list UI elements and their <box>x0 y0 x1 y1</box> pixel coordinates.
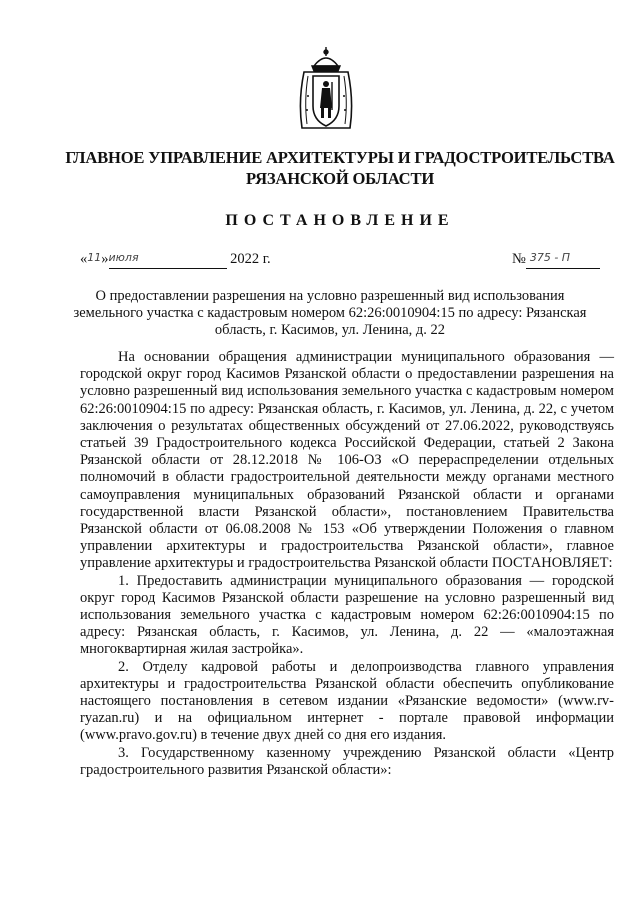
item-2-paragraph: 2. Отделу кадровой работы и делопроизводства главного управления архитектуры и градостроительства Рязанской области обеспечить опубликование настоящего постановления в сетевом издании «Рязанские ведомости» (www.rv-ryazan.ru) и на официальном интернет - портале правовой информации (www.pravo.gov.ru) в течение двух дней со дня его издания. <box>80 658 614 744</box>
document-title: ПОСТАНОВЛЕНИЕ <box>225 212 455 229</box>
number-handwritten: 375 - П <box>529 251 571 264</box>
document-subject: О предоставлении разрешения на условно разрешенный вид использования земельного участка с кадастровым номером 62:26:0010904:15 по адресу: Рязанская область, г. Касимов, ул. Ленина, д. 22 <box>73 288 587 338</box>
item-1-paragraph: 1. Предоставить администрации муниципального образования — городской округ город Касимов Рязанской области разрешение на условно разрешенный вид использования земельного участка с кадастровым номером 62:26:0010904:15 по адресу: Рязанская область, г. Касимов, ул. Ленина, д. 22 — «малоэтажная многоквартирная жилая застройка». <box>80 572 614 658</box>
date-close-quote: » <box>101 251 109 267</box>
date-day-handwritten: 11 <box>87 251 102 264</box>
crown-icon <box>312 47 340 71</box>
document-body <box>80 349 614 779</box>
document-date <box>80 251 271 269</box>
item-3-paragraph: 3. Государственному казенному учреждению Рязанской области «Центр градостроительного развития Рязанской области»: <box>80 744 614 778</box>
organization-name-line2: РЯЗАНСКОЙ ОБЛАСТИ <box>245 169 435 188</box>
date-year: 2022 г. <box>230 251 271 267</box>
coat-of-arms-emblem <box>296 46 356 138</box>
document-number <box>512 251 600 269</box>
organization-name-line1: ГЛАВНОЕ УПРАВЛЕНИЕ АРХИТЕКТУРЫ И ГРАДОСТРОИТЕЛЬСТВА <box>65 148 615 167</box>
date-open-quote: « <box>80 251 88 267</box>
date-month-handwritten: июля <box>108 251 139 264</box>
preamble-paragraph: На основании обращения администрации муниципального образования — городской округ город Касимов Рязанской области о предоставлении разрешения на условно разрешенный вид использования земельного участка с кадастровым номером 62:26:0010904:15 по адресу: Рязанская область, г. Касимов, ул. Ленина, д. 22, с учетом заключения о результатах общественных обсуждений от 27.06.2022, руководствуясь статьей 39 Градостроительного кодекса Российской Федерации, статьей 2 Закона Рязанской области от 28.12.2018 № 106-ОЗ «О перераспределении отдельных полномочий в области градостроительной деятельности между органами местного самоуправления муниципальных образований Рязанской области и органами государственной власти Рязанской области», постановлением Правительства Рязанской области от 06.08.2008 № 153 «Об утверждении Положения о главном управлении архитектуры и градостроительства Рязанской области», главное управление архитектуры и градостроительства Рязанской области ПОСТАНОВЛЯЕТ: <box>80 349 614 572</box>
number-prefix: № <box>512 251 526 267</box>
